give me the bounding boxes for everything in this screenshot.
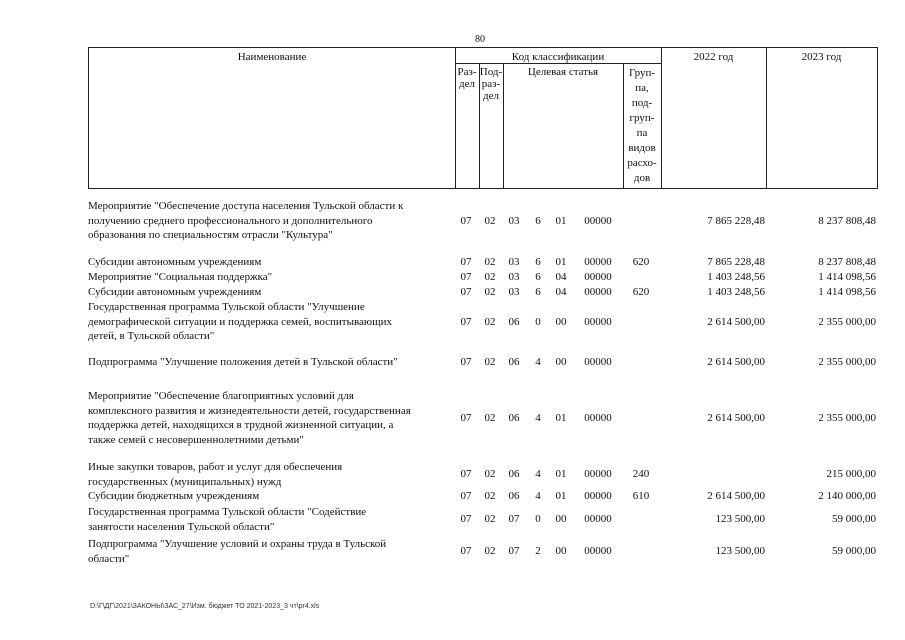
cell-g: 620 xyxy=(632,256,650,268)
cell-t2: 4 xyxy=(535,468,541,481)
cell-2022: 123 500,00 xyxy=(715,513,765,526)
cell-t1: 06 xyxy=(508,490,520,502)
cell-r: 07 xyxy=(460,315,472,328)
row-name xyxy=(88,489,448,504)
page-number: 80 xyxy=(475,34,485,45)
cell-t2: 6 xyxy=(535,271,541,283)
table-row xyxy=(88,505,878,534)
cell-p: 02 xyxy=(484,256,496,268)
row-name-line: Субсидии автономным учреждениям xyxy=(88,256,262,268)
cell-2023: 2 355 000,00 xyxy=(818,315,876,328)
cell-2022: 1 403 248,56 xyxy=(707,271,765,283)
cell-t3: 01 xyxy=(555,214,567,227)
cell-t1: 03 xyxy=(508,286,520,298)
cell-p: 02 xyxy=(484,545,496,558)
cell-t3: 00 xyxy=(555,315,567,328)
cell-2023: 59 000,00 xyxy=(832,545,876,558)
cell-t2: 6 xyxy=(535,256,541,268)
cell-p: 02 xyxy=(484,411,496,424)
cell-2023: 2 355 000,00 xyxy=(818,356,876,368)
row-name xyxy=(88,355,448,370)
cell-g: 240 xyxy=(632,468,650,481)
row-name-line: Субсидии автономным учреждениям xyxy=(88,286,262,298)
row-name-line: комплексного развития и жизнедеятельности детей, государственная xyxy=(88,404,411,417)
cell-2023: 1 414 098,56 xyxy=(818,286,876,298)
row-name-line: Мероприятие "Обеспечение благоприятных условий для xyxy=(88,390,354,402)
row-name-line: поддержка детей, находящихся в трудной жизненной ситуации, а xyxy=(88,419,394,431)
cell-t1: 06 xyxy=(508,356,520,368)
cell-2022: 7 865 228,48 xyxy=(707,214,765,227)
cell-t2: 2 xyxy=(535,545,541,558)
cell-2023: 215 000,00 xyxy=(826,468,876,481)
file-path-footer: D:\Г\ДГ\2021\ЗАКОНЫ\ЗАС_27\Изм. бюджет ТО 2021-2023_3 чт\pr4.xls xyxy=(90,603,320,610)
cell-g: 620 xyxy=(632,286,650,298)
row-name-line: Государственная программа Тульской области "Содействие xyxy=(88,506,367,518)
cell-t3: 01 xyxy=(555,256,567,268)
row-name-line: образования по специальностям отрасли "Культура" xyxy=(88,229,333,241)
cell-2023: 59 000,00 xyxy=(832,513,876,526)
divider xyxy=(661,48,662,188)
header-subsection: Под- раз- дел xyxy=(479,66,503,102)
divider xyxy=(455,48,456,188)
cell-t4: 00000 xyxy=(584,411,612,424)
cell-t3: 01 xyxy=(555,411,567,424)
cell-t2: 4 xyxy=(535,411,541,424)
row-name-line: Подпрограмма "Улучшение условий и охраны труда в Тульской xyxy=(88,538,387,550)
cell-t1: 07 xyxy=(508,545,520,558)
header-year-2022: 2022 год xyxy=(693,51,734,63)
cell-2023: 8 237 808,48 xyxy=(818,214,876,227)
row-name-line: Иные закупки товаров, работ и услуг для обеспечения xyxy=(88,461,343,473)
cell-t4: 00000 xyxy=(584,315,612,328)
table-row xyxy=(88,355,878,370)
row-name-line: области" xyxy=(88,552,130,565)
row-name-line: детей, в Тульской области" xyxy=(88,330,215,342)
row-name xyxy=(88,199,448,243)
cell-t2: 4 xyxy=(535,356,541,368)
row-name xyxy=(88,285,448,300)
table-row xyxy=(88,285,878,300)
cell-r: 07 xyxy=(460,271,472,283)
table-row xyxy=(88,199,878,243)
cell-t1: 07 xyxy=(508,513,520,526)
row-name-line: Субсидии бюджетным учреждениям xyxy=(88,490,260,502)
divider xyxy=(503,63,504,188)
cell-r: 07 xyxy=(460,286,472,298)
cell-t3: 04 xyxy=(555,286,567,298)
cell-p: 02 xyxy=(484,513,496,526)
cell-t4: 00000 xyxy=(584,214,612,227)
row-name xyxy=(88,505,448,534)
cell-2022: 7 865 228,48 xyxy=(707,256,765,268)
cell-t1: 06 xyxy=(508,315,520,328)
row-name xyxy=(88,255,448,270)
cell-t3: 00 xyxy=(555,545,567,558)
cell-2022: 2 614 500,00 xyxy=(707,315,765,328)
cell-2023: 8 237 808,48 xyxy=(818,256,876,268)
cell-2023: 1 414 098,56 xyxy=(818,271,876,283)
cell-t4: 00000 xyxy=(584,513,612,526)
cell-2022: 2 614 500,00 xyxy=(707,411,765,424)
cell-2023: 2 140 000,00 xyxy=(818,490,876,502)
cell-r: 07 xyxy=(460,545,472,558)
cell-p: 02 xyxy=(484,214,496,227)
cell-2022: 123 500,00 xyxy=(715,545,765,558)
row-name-line: Подпрограмма "Улучшение положения детей в Тульской области" xyxy=(88,356,398,368)
row-name-line: занятости населения Тульской области" xyxy=(88,520,275,533)
cell-p: 02 xyxy=(484,271,496,283)
cell-t1: 03 xyxy=(508,256,520,268)
divider xyxy=(623,63,624,188)
table-row xyxy=(88,489,878,504)
row-name xyxy=(88,389,448,447)
row-name-line: государственных (муниципальных) нужд xyxy=(88,475,282,488)
cell-t4: 00000 xyxy=(584,356,612,368)
cell-t3: 00 xyxy=(555,356,567,368)
cell-2022: 2 614 500,00 xyxy=(707,356,765,368)
table-header xyxy=(88,47,878,189)
cell-2022: 2 614 500,00 xyxy=(707,490,765,502)
cell-t4: 00000 xyxy=(584,286,612,298)
cell-t4: 00000 xyxy=(584,271,612,283)
cell-p: 02 xyxy=(484,468,496,481)
cell-r: 07 xyxy=(460,513,472,526)
cell-t4: 00000 xyxy=(584,545,612,558)
cell-g: 610 xyxy=(632,490,650,502)
cell-p: 02 xyxy=(484,490,496,502)
header-code-group: Код классификации xyxy=(511,51,605,63)
cell-p: 02 xyxy=(484,315,496,328)
header-expense-group: Груп- па, под- груп- па видов расхо- дов xyxy=(627,67,657,184)
row-name-line: получению среднего профессионального и дополнительного xyxy=(88,214,373,227)
cell-t1: 06 xyxy=(508,411,520,424)
cell-r: 07 xyxy=(460,411,472,424)
row-name-line: Мероприятие "Социальная поддержка" xyxy=(88,271,273,283)
cell-t2: 6 xyxy=(535,286,541,298)
divider xyxy=(766,48,767,188)
cell-t4: 00000 xyxy=(584,256,612,268)
cell-r: 07 xyxy=(460,214,472,227)
header-year-2023: 2023 год xyxy=(801,51,842,63)
table-row xyxy=(88,300,878,344)
cell-r: 07 xyxy=(460,356,472,368)
cell-t4: 00000 xyxy=(584,468,612,481)
cell-p: 02 xyxy=(484,286,496,298)
header-name: Наименование xyxy=(237,51,307,63)
row-name-line: Государственная программа Тульской области "Улучшение xyxy=(88,301,365,313)
cell-t1: 06 xyxy=(508,468,520,481)
table-row xyxy=(88,270,878,285)
row-name xyxy=(88,270,448,285)
cell-t2: 0 xyxy=(535,513,541,526)
cell-t1: 03 xyxy=(508,271,520,283)
cell-t3: 01 xyxy=(555,468,567,481)
cell-t2: 4 xyxy=(535,490,541,502)
row-name-line: также семей с несовершеннолетними детьми" xyxy=(88,433,304,446)
row-name xyxy=(88,460,448,489)
cell-t2: 0 xyxy=(535,315,541,328)
cell-r: 07 xyxy=(460,490,472,502)
cell-t2: 6 xyxy=(535,214,541,227)
table-row xyxy=(88,460,878,489)
cell-t3: 01 xyxy=(555,490,567,502)
cell-t3: 04 xyxy=(555,271,567,283)
cell-r: 07 xyxy=(460,256,472,268)
row-name xyxy=(88,537,448,566)
row-name-line: демографической ситуации и поддержка семей, воспитывающих xyxy=(88,315,392,328)
cell-r: 07 xyxy=(460,468,472,481)
cell-t1: 03 xyxy=(508,214,520,227)
row-name xyxy=(88,300,448,344)
divider xyxy=(455,63,661,64)
header-target-article: Целевая статья xyxy=(527,66,599,78)
cell-p: 02 xyxy=(484,356,496,368)
table-row xyxy=(88,255,878,270)
row-name-line: Мероприятие "Обеспечение доступа населения Тульской области к xyxy=(88,200,404,212)
table-row xyxy=(88,389,878,447)
table-row xyxy=(88,537,878,566)
cell-2022: 1 403 248,56 xyxy=(707,286,765,298)
cell-2023: 2 355 000,00 xyxy=(818,411,876,424)
cell-t3: 00 xyxy=(555,513,567,526)
header-section: Раз- дел xyxy=(457,66,477,90)
divider xyxy=(479,63,480,188)
cell-t4: 00000 xyxy=(584,490,612,502)
